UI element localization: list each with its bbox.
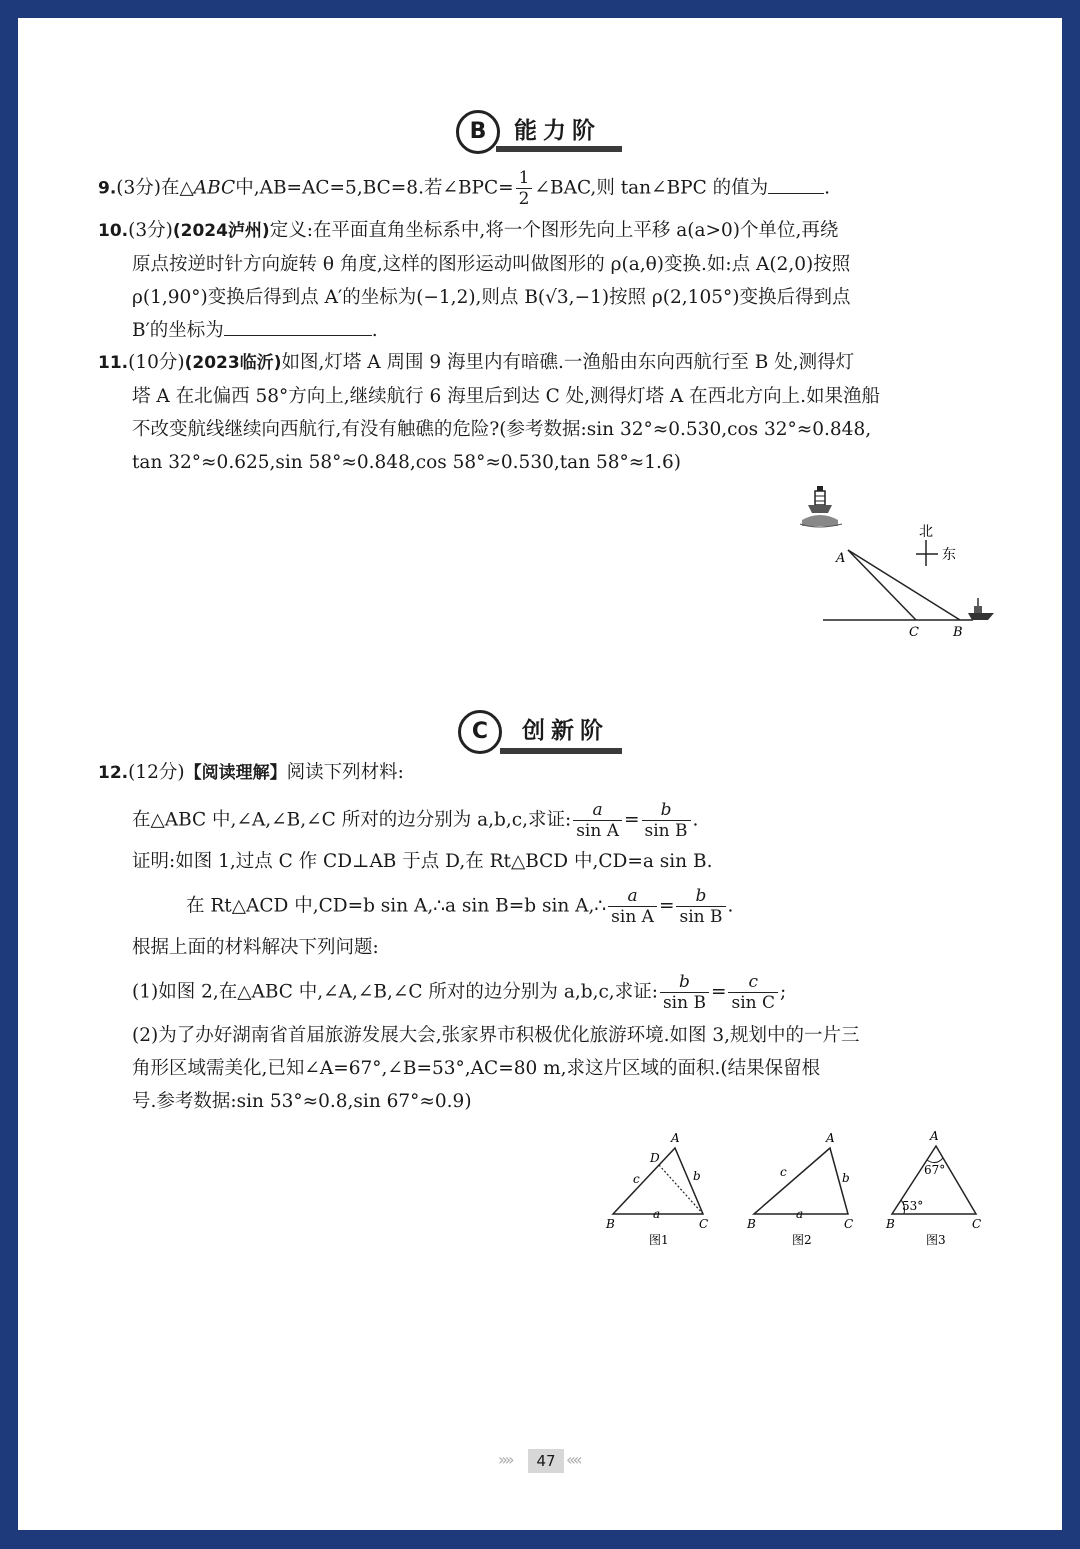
q11-lighthouse-figure [798, 480, 988, 640]
section-c-underline [500, 748, 622, 754]
lighthouse-icon [800, 486, 842, 527]
fig1-label-c: c [633, 1172, 640, 1186]
q9-answer-blank[interactable] [768, 173, 824, 194]
section-b-title: 能力阶 [514, 118, 601, 144]
q12-score: (12分) [128, 762, 185, 783]
q11-line-3: 不改变航线继续向西航行,有没有触礁的危险?(参考数据:sin 32°≈0.530,cos 32°≈0.848, [132, 419, 872, 440]
fig2-label-C: C [844, 1217, 854, 1231]
q12-material-2: 证明:如图 1,过点 C 作 CD⊥AB 于点 D,在 Rt△BCD 中,CD=a sin B. [132, 851, 713, 872]
q12-material-4: 根据上面的材料解决下列问题: [132, 937, 379, 958]
fig3-label-B: B [886, 1217, 895, 1231]
compass-icon [916, 540, 938, 566]
question-12: 12.(12分)【阅读理解】阅读下列材料: 在△ABC 中,∠A,∠B,∠C 所对的边分别为 a,b,c,求证: $\frac{a}{\text{sin A}}$ = $\frac{b}{\text{sin B}}$ . 证明:如图 1,过点 C 作 CD⊥AB 于点 D,在 Rt△BCD 中,CD=a sin B. 在 Rt△ACD 中,CD=b sin A,∴a sin B=b sin A,∴ $\frac{a}{\text{sin A}}$ = $\frac{b}{\text{sin B}}$ . 根据上面的材料解决下列问题: (1)如图 2,在△ABC 中,∠A,∠B,∠C 所对的边分别为 a,b,c,求证: $\frac{b}{\text{sin B}}$ = $\frac{c}{\text{sin C}}$ ; (2)为了办好湖南省首届旅游发展大会,张家界市积极优化旅游环境.如图 3,规划中的一片三 角形区域需美化,已知∠A=67°,∠B=53°,AC=80 m,求这片区域的面积.(结果保留根 号.参考数据:sin 53°≈0.8,sin 67°≈0.9) [98, 756, 978, 1118]
q11-score: (10分) [128, 352, 185, 373]
frac-den: sin A [611, 907, 654, 927]
fig1-label-C: C [699, 1217, 709, 1231]
q11-line-1: 如图,灯塔 A 周围 9 海里内有暗礁.一渔船由东向西航行至 B 处,测得灯 [281, 352, 855, 373]
q12-m3-frac-2 [676, 886, 725, 927]
q12-p1-frac-1 [660, 972, 709, 1013]
q12-m1-frac-1 [573, 800, 622, 841]
frac-den: sin A [576, 821, 619, 841]
q9-frac-num: 1 [516, 168, 533, 189]
q10-line-1: 定义:在平面直角坐标系中,将一个图形先向上平移 a(a>0)个单位,再绕 [269, 220, 839, 241]
q11-line-2: 塔 A 在北偏西 58°方向上,继续航行 6 海里后到达 C 处,测得灯塔 A 在西北方向上.如果渔船 [132, 386, 881, 407]
q12-part-2-line-1: (2)为了办好湖南省首届旅游发展大会,张家界市积极优化旅游环境.如图 3,规划中的一片三 [132, 1025, 860, 1046]
q9-text-2: 中,AB=AC=5,BC=8.若∠BPC= [235, 177, 514, 199]
fig1-label-a: a [653, 1207, 661, 1221]
triangle-abc [754, 1148, 848, 1214]
fig1-label-b: b [693, 1169, 701, 1183]
q10-source-tag: (2024泸州) [172, 221, 270, 241]
section-b-header [18, 108, 1062, 168]
fishing-boat-icon [968, 598, 994, 620]
frac-num: a [573, 800, 622, 821]
fig1-label-A: A [671, 1131, 680, 1145]
q12-figure-3 [880, 1128, 1000, 1248]
line-AC [848, 550, 916, 620]
q10-line-3: ρ(1,90°)变换后得到点 A′的坐标为(−1,2),则点 B(√3,−1)按照 ρ(2,105°)变换后得到点 [132, 287, 851, 308]
fig2-label-A: A [826, 1131, 835, 1145]
frac-num: b [642, 800, 691, 821]
q10-answer-blank[interactable] [224, 315, 372, 336]
question-11 [98, 346, 978, 479]
q9-text-3: ∠BAC,则 tan∠BPC 的值为 [534, 177, 769, 199]
chevron-left-icon: «« [566, 1450, 580, 1469]
fig2-label-b: b [842, 1171, 850, 1185]
point-B-label: B [953, 625, 963, 640]
q10-score: (3分) [128, 220, 173, 241]
q12-p1-frac-2 [728, 972, 778, 1013]
fig3-caption: 图3 [926, 1233, 946, 1247]
q9-fraction [516, 168, 533, 209]
q12-m1-frac-2 [642, 800, 691, 841]
q10-number: 10. [98, 221, 129, 241]
frac-den: sin B [679, 907, 723, 927]
q12-figure-1 [603, 1128, 723, 1248]
section-c-title: 创新阶 [522, 718, 609, 744]
section-b-badge: B [456, 110, 500, 154]
q12-part-1: (1)如图 2,在△ABC 中,∠A,∠B,∠C 所对的边分别为 a,b,c,求证: [132, 981, 658, 1003]
q9-number: 9. [98, 178, 117, 199]
q12-part-2-line-3: 号.参考数据:sin 53°≈0.8,sin 67°≈0.9) [132, 1091, 472, 1112]
fig1-label-D: D [650, 1151, 660, 1165]
q10-line-2: 原点按逆时针方向旋转 θ 角度,这样的图形运动叫做图形的 ρ(a,θ)变换.如:点 A(2,0)按照 [132, 254, 851, 275]
frac-num: b [676, 886, 725, 907]
frac-num: a [608, 886, 657, 907]
fig1-caption: 图1 [649, 1233, 669, 1247]
point-A-label: A [836, 551, 846, 566]
fig2-label-B: B [747, 1217, 756, 1231]
fig2-label-c: c [780, 1165, 787, 1179]
frac-num: b [660, 972, 709, 993]
q12-tag: 【阅读理解】 [184, 763, 287, 783]
q11-source-tag: (2023临沂) [184, 353, 282, 373]
fig3-angle-A: 67° [924, 1163, 946, 1177]
question-10 [98, 214, 978, 347]
compass-east-label: 东 [942, 547, 956, 563]
q9-text-1: (3分)在△ [116, 177, 194, 199]
q11-line-4: tan 32°≈0.625,sin 58°≈0.848,cos 58°≈0.530,tan 58°≈1.6) [132, 452, 681, 473]
q9-period: . [824, 177, 831, 199]
frac-den: sin B [662, 993, 706, 1013]
angle-A-arc [927, 1158, 943, 1163]
q9-triangle: ABC [193, 177, 236, 199]
question-9 [98, 168, 978, 209]
q12-intro: 阅读下列材料: [286, 762, 404, 783]
q9-frac-den: 2 [518, 189, 530, 209]
q12-number: 12. [98, 763, 129, 783]
fig1-label-B: B [606, 1217, 615, 1231]
point-C-label: C [909, 625, 919, 640]
page-number-footer [498, 1446, 586, 1476]
frac-num: c [728, 972, 778, 993]
q12-part-2-line-2: 角形区域需美化,已知∠A=67°,∠B=53°,AC=80 m,求这片区域的面积.(结果保留根 [132, 1058, 821, 1079]
compass-north-label: 北 [919, 524, 933, 540]
section-c-badge: C [458, 710, 502, 754]
fig2-caption: 图2 [792, 1233, 812, 1247]
q12-m3-frac-1 [608, 886, 657, 927]
q10-period: . [371, 320, 378, 341]
q11-number: 11. [98, 353, 129, 373]
frac-den: sin C [731, 993, 775, 1013]
q10-line-4: B′的坐标为 [132, 320, 224, 341]
fig3-label-A: A [930, 1129, 939, 1143]
page-number: 47 [528, 1449, 564, 1473]
q12-figure-2 [744, 1128, 864, 1248]
q12-material-3: 在 Rt△ACD 中,CD=b sin A,∴a sin B=b sin A,∴ [186, 895, 607, 917]
q12-material-1: 在△ABC 中,∠A,∠B,∠C 所对的边分别为 a,b,c,求证: [132, 809, 572, 831]
fig3-angle-B: 53° [902, 1199, 924, 1213]
workbook-page [18, 18, 1062, 1530]
chevron-right-icon: »» [498, 1450, 512, 1469]
fig3-label-C: C [972, 1217, 982, 1231]
frac-den: sin B [644, 821, 688, 841]
fig2-label-a: a [796, 1207, 804, 1221]
section-b-underline [496, 146, 622, 152]
